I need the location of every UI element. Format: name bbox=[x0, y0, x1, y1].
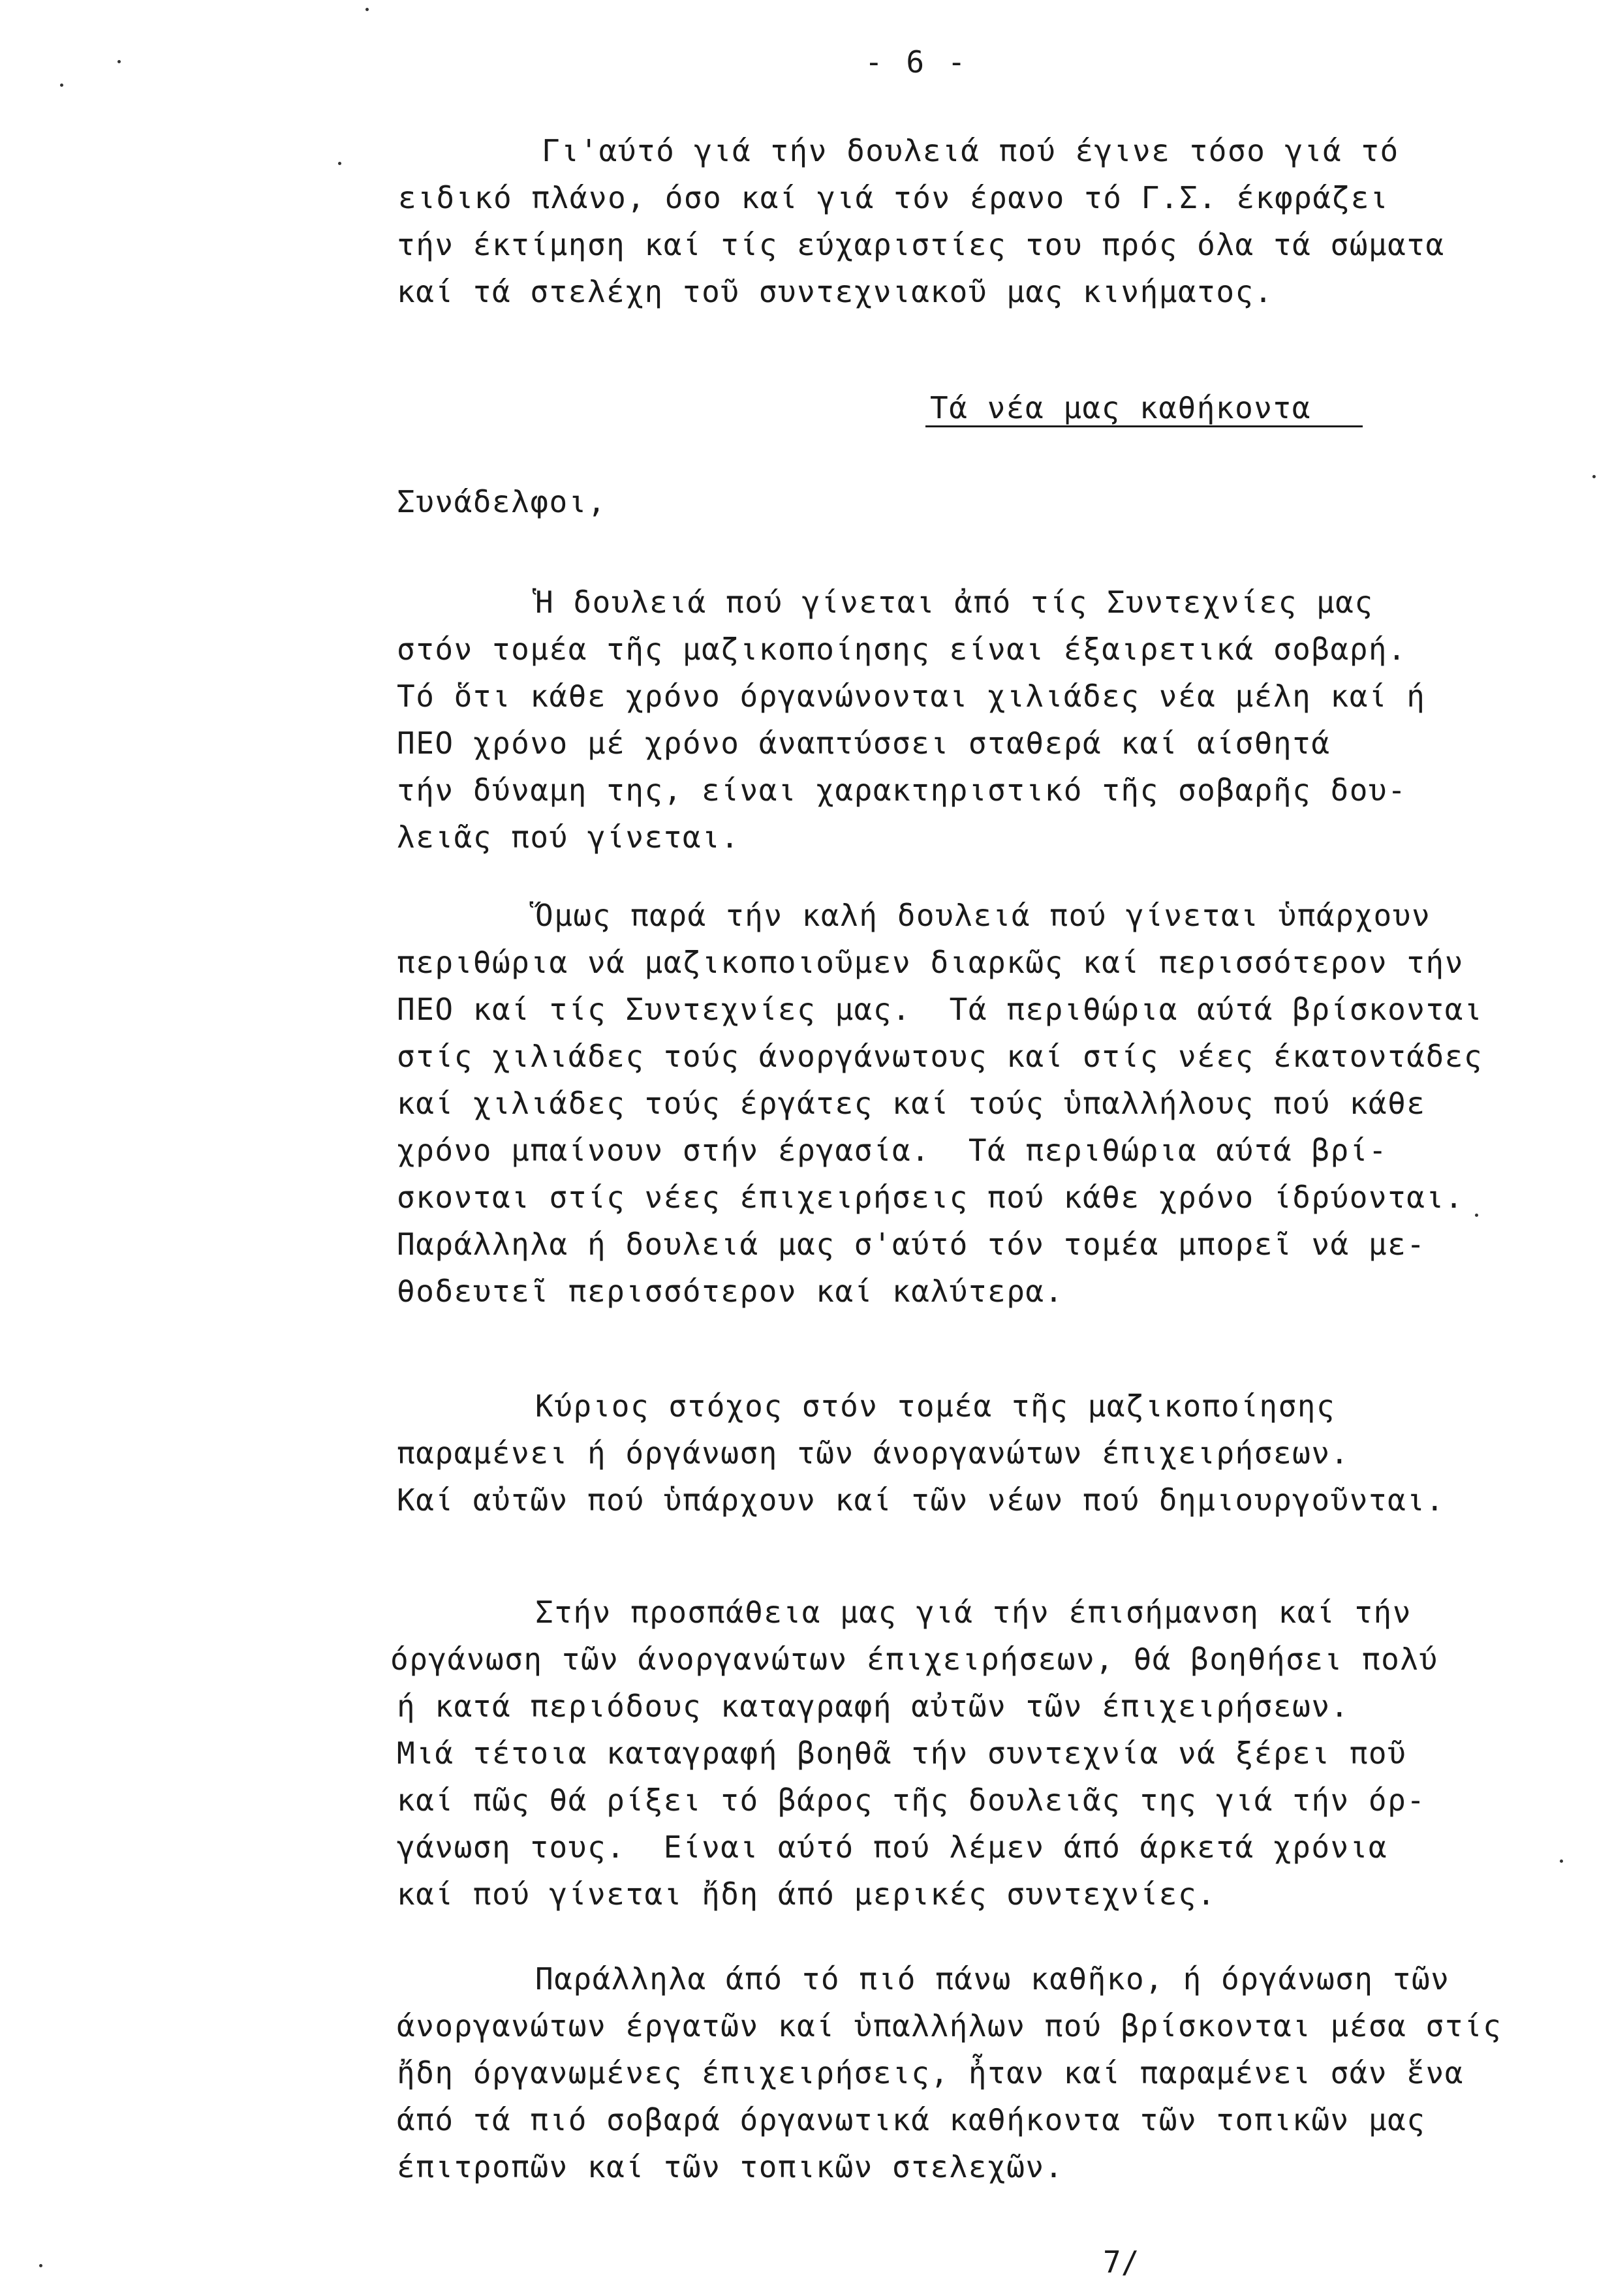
text-line: Τό ὅτι κάθε χρόνο όργανώνονται χιλιάδες νέα μέλη καί ή bbox=[397, 679, 1426, 714]
text-line: Ἡ δουλειά πού γίνεται ἀπό τίς Συντεχνίες μας bbox=[535, 585, 1374, 620]
text-line: καί χιλιάδες τούς έργάτες καί τούς ὑπαλλήλους πού κάθε bbox=[397, 1086, 1426, 1121]
text-line: Παράλληλα άπό τό πιό πάνω καθῆκο, ή όργάνωση τῶν bbox=[535, 1961, 1450, 1997]
page-number: - 6 - bbox=[865, 44, 969, 80]
salutation: Συνάδελφοι, bbox=[397, 484, 607, 519]
section-heading: Τά νέα μας καθήκοντα bbox=[930, 390, 1311, 425]
heading-underline bbox=[925, 425, 1363, 427]
text-line: λειᾶς πού γίνεται. bbox=[397, 819, 740, 855]
text-line: άνοργανώτων έργατῶν καί ὑπαλλήλων πού βρίσκονται μέσα στίς bbox=[397, 2008, 1502, 2043]
text-line: όργάνωση τῶν άνοργανώτων έπιχειρήσεων, θά βοηθήσει πολύ bbox=[390, 1642, 1438, 1677]
text-line: στίς χιλιάδες τούς άνοργάνωτους καί στίς νέες έκατοντάδες bbox=[397, 1039, 1483, 1074]
text-line: καί πού γίνεται ἤδη άπό μερικές συντεχνίες. bbox=[397, 1876, 1217, 1912]
scan-speck bbox=[338, 162, 341, 165]
text-line: Γι'αύτό γιά τήν δουλειά πού έγινε τόσο γιά τό bbox=[542, 133, 1399, 168]
text-line: ή κατά περιόδους καταγραφή αὐτῶν τῶν έπιχειρήσεων. bbox=[397, 1689, 1350, 1724]
text-line: Στήν προσπάθεια μας γιά τήν έπισήμανση καί τήν bbox=[535, 1595, 1412, 1630]
text-line: ΠΕΟ καί τίς Συντεχνίες μας. Τά περιθώρια αύτά βρίσκονται bbox=[397, 992, 1483, 1027]
scan-speck bbox=[60, 84, 63, 87]
text-line: ειδικό πλάνο, όσο καί γιά τόν έρανο τό Γ.Σ. έκφράζει bbox=[398, 180, 1389, 215]
text-line: τήν δύναμη της, είναι χαρακτηριστικό τῆς σοβαρῆς δου- bbox=[397, 773, 1407, 808]
text-line: ἤδη όργανωμένες έπιχειρήσεις, ἦταν καί παραμένει σάν ἕνα bbox=[397, 2055, 1464, 2090]
scan-speck bbox=[117, 60, 121, 63]
text-line: Παράλληλα ή δουλειά μας σ'αύτό τόν τομέα μπορεῖ νά με- bbox=[397, 1227, 1426, 1262]
scan-speck bbox=[1592, 475, 1596, 478]
text-line: γάνωση τους. Είναι αύτό πού λέμεν άπό άρκετά χρόνια bbox=[397, 1829, 1388, 1865]
text-line: άπό τά πιό σοβαρά όργανωτικά καθήκοντα τῶν τοπικῶν μας bbox=[397, 2102, 1426, 2137]
text-line: Καί αὐτῶν πού ὑπάρχουν καί τῶν νέων πού δημιουργοῦνται. bbox=[397, 1482, 1445, 1518]
text-line: τήν έκτίμηση καί τίς εύχαριστίες του πρός όλα τά σώματα bbox=[397, 227, 1445, 262]
text-line: Ὅμως παρά τήν καλή δουλειά πού γίνεται ὑπάρχουν bbox=[535, 898, 1431, 933]
scan-speck bbox=[39, 2264, 42, 2267]
continuation-marker: 7/ bbox=[1103, 2244, 1139, 2280]
text-line: στόν τομέα τῆς μαζικοποίησης είναι έξαιρετικά σοβαρή. bbox=[397, 632, 1407, 667]
text-line: περιθώρια νά μαζικοποιοῦμεν διαρκῶς καί περισσότερον τήν bbox=[397, 945, 1464, 980]
text-line: έπιτροπῶν καί τῶν τοπικῶν στελεχῶν. bbox=[397, 2149, 1064, 2184]
scan-speck bbox=[1475, 1214, 1478, 1217]
text-line: χρόνο μπαίνουν στήν έργασία. Τά περιθώρια αύτά βρί- bbox=[397, 1133, 1388, 1168]
text-line: καί τά στελέχη τοῦ συντεχνιακοῦ μας κινήματος. bbox=[397, 274, 1273, 309]
text-line: καί πῶς θά ρίξει τό βάρος τῆς δουλειᾶς της γιά τήν όρ- bbox=[397, 1783, 1426, 1818]
text-line: ΠΕΟ χρόνο μέ χρόνο άναπτύσσει σταθερά καί αίσθητά bbox=[397, 726, 1331, 761]
text-line: Μιά τέτοια καταγραφή βοηθᾶ τήν συντεχνία νά ξέρει ποῦ bbox=[397, 1736, 1407, 1771]
text-line: παραμένει ή όργάνωση τῶν άνοργανώτων έπιχειρήσεων. bbox=[397, 1435, 1350, 1471]
scan-speck bbox=[365, 8, 369, 11]
text-line: σκονται στίς νέες έπιχειρήσεις πού κάθε χρόνο ίδρύονται. bbox=[397, 1180, 1464, 1215]
text-line: θοδευτεῖ περισσότερον καί καλύτερα. bbox=[397, 1274, 1064, 1309]
scan-speck bbox=[1560, 1860, 1563, 1863]
text-line: Κύριος στόχος στόν τομέα τῆς μαζικοποίησης bbox=[535, 1388, 1336, 1424]
